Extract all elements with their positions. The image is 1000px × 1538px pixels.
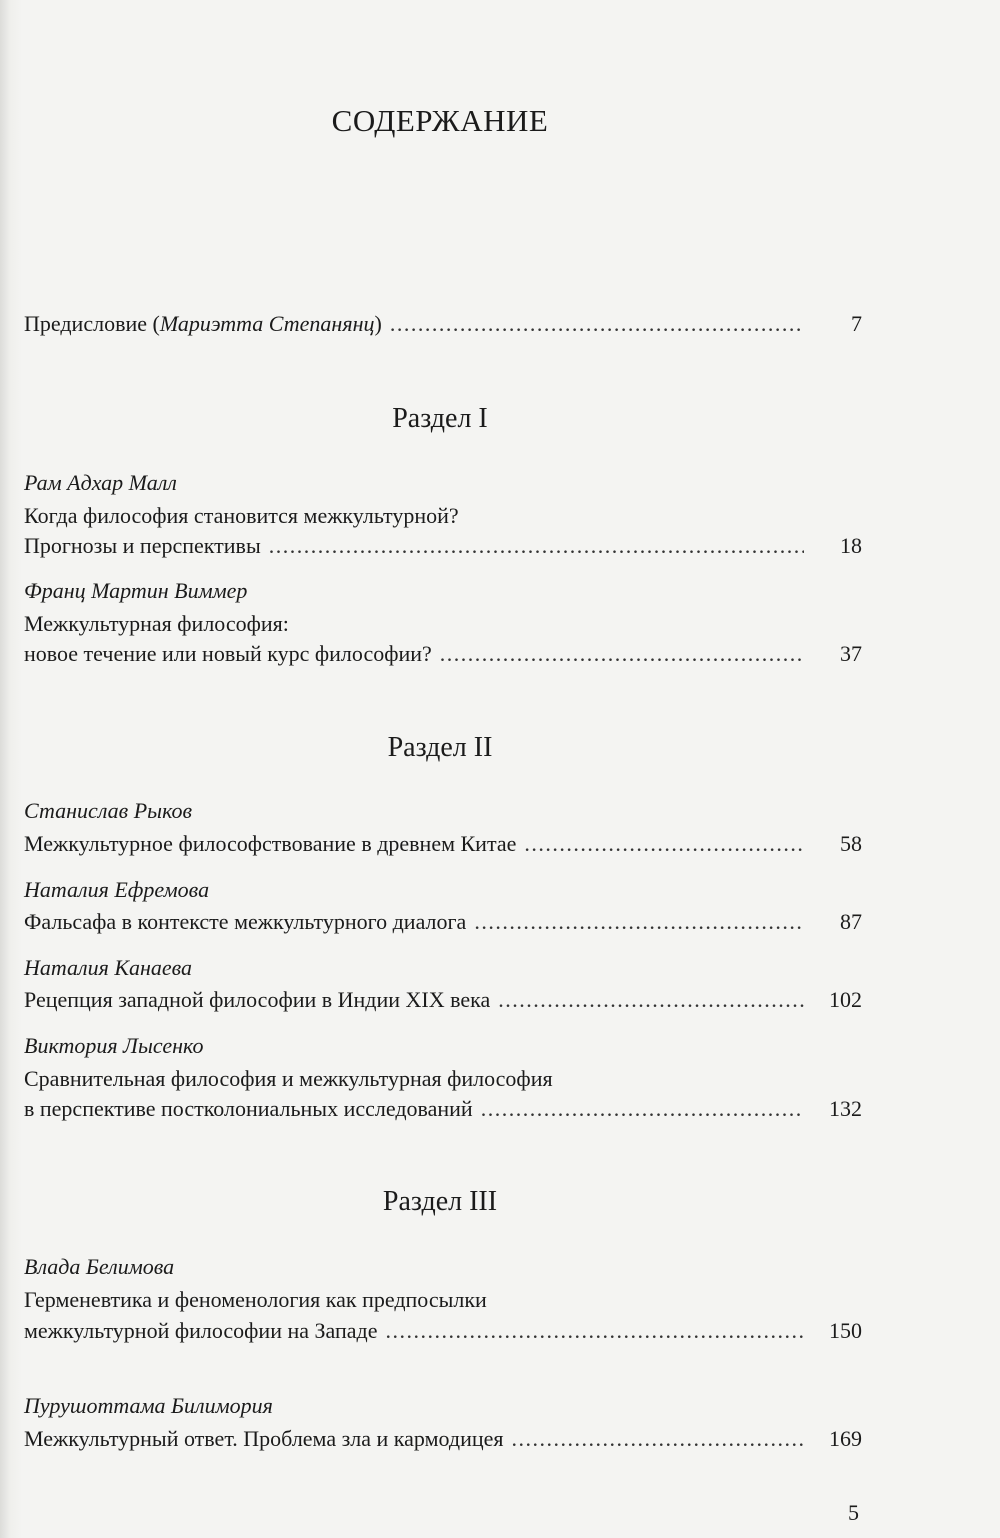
dot-leader [269, 533, 804, 559]
entry-title: межкультурной философии на Западе [24, 1318, 378, 1343]
page-title: СОДЕРЖАНИЕ [331, 103, 549, 138]
dot-leader [481, 1096, 804, 1122]
toc-entry [24, 831, 862, 857]
page-number: 37 [840, 641, 862, 666]
page-number: 87 [840, 909, 862, 934]
page-number: 102 [829, 987, 862, 1012]
toc-entry [24, 1426, 862, 1452]
article-title-line: Когда философия становится межкультурной? [24, 503, 459, 528]
folio-page-number: 5 [848, 1500, 859, 1525]
article-title-line: Герменевтика и феноменология как предпосылки [24, 1287, 487, 1312]
article-author: Наталия Ефремова [24, 877, 210, 902]
article-author: Рам Адхар Малл [24, 470, 177, 495]
toc-entry [24, 1318, 862, 1344]
article-author: Франц Мартин Виммер [24, 578, 248, 603]
toc-entry [24, 1096, 862, 1122]
dot-leader [390, 311, 804, 337]
toc-entry [24, 533, 862, 559]
entry-title: в перспективе постколониальных исследований [24, 1096, 473, 1121]
dot-leader [524, 831, 804, 857]
page-number: 7 [851, 311, 862, 336]
article-author: Наталия Канаева [24, 955, 193, 980]
page-number: 132 [829, 1096, 862, 1121]
toc-entry [24, 909, 862, 935]
dot-leader [386, 1318, 805, 1344]
dot-leader [474, 909, 804, 935]
toc-entry [24, 641, 862, 667]
dot-leader [498, 987, 804, 1013]
page-number: 58 [840, 831, 862, 856]
article-author: Влада Белимова [24, 1254, 175, 1279]
entry-title: Межкультурный ответ. Проблема зла и кармодицея [24, 1426, 504, 1451]
article-title-line: Сравнительная философия и межкультурная философия [24, 1066, 553, 1091]
dot-leader [440, 641, 804, 667]
article-title-line: Межкультурная философия: [24, 611, 289, 636]
entry-title: Фальсафа в контексте межкультурного диалога [24, 909, 467, 934]
page-number: 150 [829, 1318, 862, 1343]
article-author: Станислав Рыков [24, 798, 193, 823]
article-author: Пурушоттама Билимория [24, 1393, 273, 1418]
article-author: Виктория Лысенко [24, 1033, 204, 1058]
dot-leader [512, 1426, 805, 1452]
page-number: 18 [840, 533, 862, 558]
entry-title: Рецепция западной философии в Индии XIX века [24, 987, 491, 1012]
toc-entry-preface [24, 311, 862, 337]
toc-entry [24, 987, 862, 1013]
preface-close: ) [374, 311, 382, 336]
entry-title [24, 311, 382, 337]
section-heading: Раздел I [392, 403, 488, 434]
preface-label: Предисловие ( [24, 311, 160, 336]
section-heading: Раздел II [387, 732, 493, 763]
entry-title: Прогнозы и перспективы [24, 533, 261, 558]
entry-title: новое течение или новый курс философии? [24, 641, 432, 666]
preface-author: Мариэтта Степанянц [159, 311, 375, 336]
page-number: 169 [829, 1426, 862, 1451]
section-heading: Раздел III [382, 1186, 498, 1217]
entry-title: Межкультурное философствование в древнем Китае [24, 831, 517, 856]
